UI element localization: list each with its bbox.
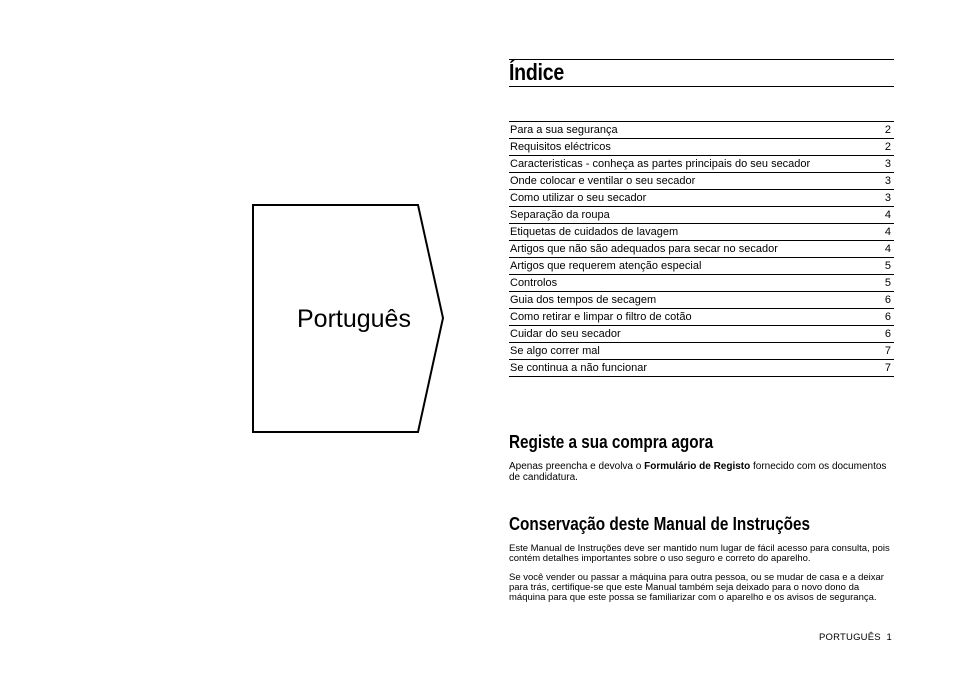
toc-entry-title: Guia dos tempos de secagem	[510, 294, 657, 306]
toc-entry-page: 4	[884, 243, 891, 255]
register-heading: Registe a sua compra agora	[509, 432, 714, 452]
toc-row	[509, 173, 894, 190]
toc-row	[509, 292, 894, 309]
toc-entry-title: Etiquetas de cuidados de lavagem	[510, 226, 679, 238]
page-footer	[819, 632, 892, 643]
toc-entry-page: 3	[884, 158, 891, 170]
index-title: Índice	[509, 59, 564, 85]
toc-entry-title: Cuidar do seu secador	[510, 328, 621, 340]
toc-entry-page: 6	[884, 311, 891, 323]
toc-entry-title: Se algo correr mal	[510, 345, 600, 357]
registration-form-name: Formulário de Registo	[644, 461, 751, 472]
toc-row	[509, 190, 894, 207]
language-tab-label: Português	[297, 305, 411, 333]
toc-row	[509, 275, 894, 292]
toc-row	[509, 156, 894, 173]
toc-row	[509, 326, 894, 343]
register-text	[509, 462, 894, 483]
toc-row	[509, 139, 894, 156]
register-text-end: fornecido com os documentos de candidatura.	[509, 461, 887, 483]
register-text-start: Apenas preencha e devolva o	[509, 461, 645, 472]
page-number: 1	[886, 632, 892, 643]
toc-entry-page: 2	[884, 141, 891, 153]
toc-entry-title: Como utilizar o seu secador	[510, 192, 647, 204]
toc-entry-page: 6	[884, 328, 891, 340]
toc-row	[509, 224, 894, 241]
toc-entry-page: 3	[884, 175, 891, 187]
toc-entry-title: Como retirar e limpar o filtro de cotão	[510, 311, 692, 323]
toc-entry-title: Onde colocar e ventilar o seu secador	[510, 175, 696, 187]
toc-entry-page: 7	[884, 362, 891, 374]
toc-entry-title: Separação da roupa	[510, 209, 610, 221]
toc-entry-title: Caracteristicas - conheça as partes principais do seu secador	[510, 158, 811, 170]
manual-paragraph-2: Se você vender ou passar a máquina para outra pessoa, ou se mudar de casa e a deixar para trás, certifique-se que este Manual também seja deixado para o novo dono da máquina para que este possa se familiarizar com o aparelho e os avisos de segurança.	[509, 572, 884, 603]
toc-entry-page: 4	[884, 226, 891, 238]
toc-entry-title: Se continua a não funcionar	[510, 362, 647, 374]
toc-entry-page: 2	[884, 124, 891, 136]
toc-entry-page: 7	[884, 345, 891, 357]
toc-entry-title: Artigos que não são adequados para secar no secador	[510, 243, 778, 255]
toc-entry-page: 6	[884, 294, 891, 306]
toc-row	[509, 309, 894, 326]
index-header	[509, 59, 894, 87]
toc-entry-title: Para a sua segurança	[510, 124, 618, 136]
toc-entry-page: 5	[884, 260, 891, 272]
toc-row	[509, 241, 894, 258]
toc-entry-page: 5	[884, 277, 891, 289]
toc-row	[509, 258, 894, 275]
footer-language: PORTUGUÊS	[819, 632, 881, 643]
toc-row	[509, 343, 894, 360]
toc-entry-title: Artigos que requerem atenção especial	[510, 260, 702, 272]
toc-row	[509, 360, 894, 377]
toc-row	[509, 207, 894, 224]
toc-entry-title: Requisitos eléctricos	[510, 141, 611, 153]
toc-entry-title: Controlos	[510, 277, 558, 289]
toc-row	[509, 122, 894, 139]
manual-paragraph-1: Este Manual de Instruções deve ser mantido num lugar de fácil acesso para consulta, pois contém detalhes importantes sobre o uso seguro e correto do aparelho.	[509, 543, 890, 564]
manual-heading: Conservação deste Manual de Instruções	[509, 514, 811, 534]
table-of-contents	[509, 121, 894, 377]
toc-entry-page: 3	[884, 192, 891, 204]
toc-entry-page: 4	[884, 209, 891, 221]
